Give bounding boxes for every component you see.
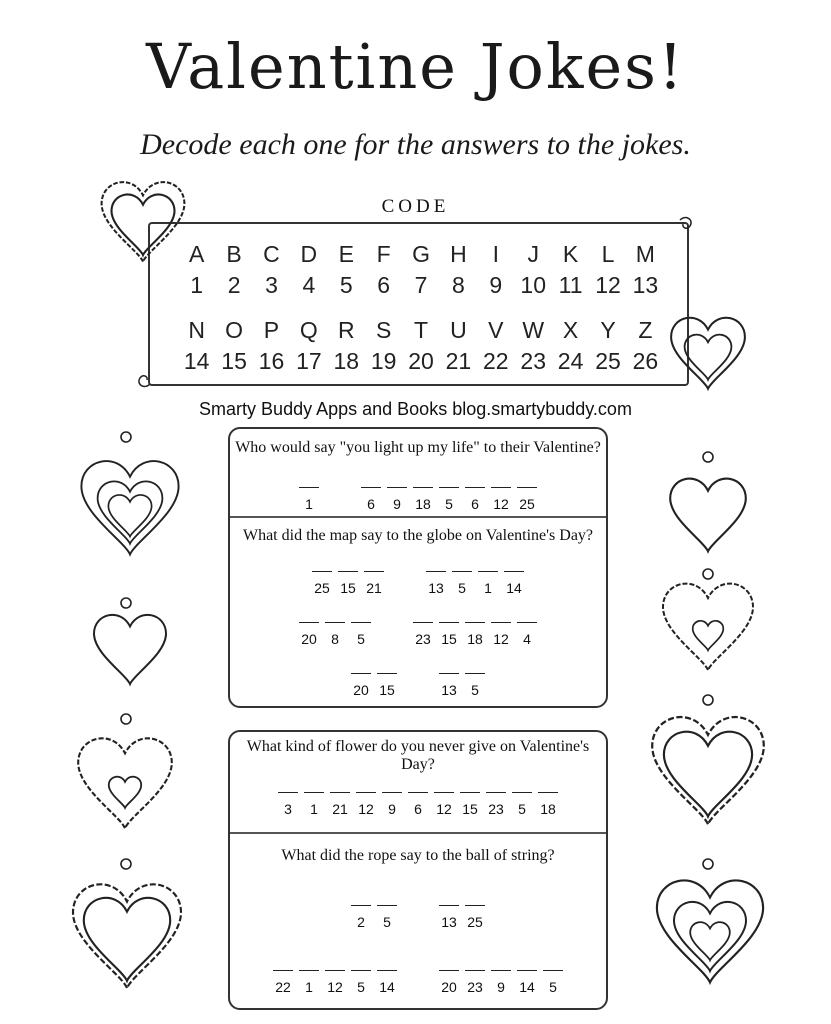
code-number: 7 [414,272,428,298]
heart-icon [664,732,752,817]
answer-blank[interactable]: 8 [325,622,345,647]
heart-icon [94,615,166,684]
answer-blank[interactable]: 9 [491,970,511,995]
answer-blank[interactable]: 18 [465,622,485,647]
scroll-curl-icon [680,218,691,229]
code-letter: V [488,317,504,343]
heart-icon [109,777,141,808]
answer-blank[interactable]: 5 [439,487,459,512]
circle-icon [703,695,713,705]
code-number: 5 [339,272,353,298]
code-letter: A [189,241,205,267]
code-number: 18 [333,348,360,374]
heart-icon [81,461,178,554]
answer-blank[interactable]: 21 [330,792,350,817]
code-number: 2 [227,272,241,298]
answer-blank[interactable]: 5 [543,970,563,995]
code-number: 24 [557,348,584,374]
answer-blank[interactable]: 20 [439,970,459,995]
answer-blank[interactable]: 1 [304,792,324,817]
answer-blank[interactable]: 20 [351,673,371,698]
code-letter: E [338,241,354,267]
answer-blank[interactable]: 12 [491,622,511,647]
answer-blank[interactable]: 15 [377,673,397,698]
code-label: CODE [381,196,450,217]
answer-blank[interactable]: 5 [512,792,532,817]
code-letter: W [522,317,545,343]
answer-blank[interactable]: 18 [413,487,433,512]
code-number: 1 [190,272,204,298]
code-number: 8 [452,272,465,298]
answer-blank[interactable]: 2 [351,905,371,930]
code-letter: M [635,241,655,267]
answer-blank[interactable]: 25 [465,905,485,930]
answer-blank[interactable]: 13 [439,905,459,930]
code-number: 12 [595,272,621,298]
page-title: Valentine Jokes! [146,30,685,103]
joke-question-1: Who would say "you light up my life" to their Valentine? [235,439,601,456]
answer-blank[interactable]: 4 [517,622,537,647]
code-letter: K [562,241,579,267]
answer-blank[interactable]: 9 [387,487,407,512]
code-number: 4 [302,272,316,298]
answer-blank[interactable]: 1 [299,970,319,995]
code-letter: X [562,317,579,343]
credit-line: Smarty Buddy Apps and Books blog.smartybuddy.com [199,399,632,419]
code-letter: S [375,317,392,343]
answer-blank[interactable]: 15 [460,792,480,817]
scroll-curl-icon [139,376,150,387]
code-number: 3 [265,272,278,298]
answer-blank[interactable]: 14 [377,970,397,995]
answer-blank[interactable]: 1 [299,487,319,512]
code-letter: Z [638,317,653,343]
code-letter: R [337,317,355,343]
code-number: 10 [520,272,546,298]
answer-blank[interactable]: 18 [538,792,558,817]
answer-blank[interactable]: 15 [439,622,459,647]
code-letter: O [225,317,244,343]
heart-icon [685,335,732,380]
answer-blank[interactable]: 5 [465,673,485,698]
answer-blank[interactable]: 3 [278,792,298,817]
code-number: 17 [296,348,322,374]
answer-blank[interactable]: 13 [426,571,446,596]
heart-icon [657,880,763,982]
answer-blank[interactable]: 5 [377,905,397,930]
code-letter: G [412,241,430,267]
answer-blank[interactable]: 22 [273,970,293,995]
answer-blank[interactable]: 23 [413,622,433,647]
answer-blank[interactable]: 25 [312,571,332,596]
code-letter: N [188,317,205,343]
code-letter: P [263,317,280,343]
answer-blank[interactable]: 12 [491,487,511,512]
code-letter: H [450,241,467,267]
answer-blank[interactable]: 13 [439,673,459,698]
code-number: 6 [377,272,391,298]
code-letter: L [601,241,615,267]
answer-blank[interactable]: 23 [465,970,485,995]
answer-blank[interactable]: 5 [351,970,371,995]
answer-blank[interactable]: 23 [486,792,506,817]
code-number: 16 [258,348,285,374]
code-letter: J [527,241,539,267]
code-number: 19 [370,348,397,374]
answer-blank[interactable]: 21 [364,571,384,596]
code-number: 22 [483,348,509,374]
answer-blank[interactable]: 5 [351,622,371,647]
answer-blank[interactable]: 6 [361,487,381,512]
code-letter: B [226,241,242,267]
code-letter: Q [299,317,318,343]
answer-blank[interactable]: 25 [517,487,537,512]
heart-icon [670,479,746,552]
code-letter: Y [600,317,616,343]
answer-blank[interactable]: 9 [382,792,402,817]
heart-icon [693,621,724,650]
code-number: 14 [183,348,210,374]
code-letter: T [414,317,429,343]
answer-blank[interactable]: 14 [504,571,524,596]
heart-icon [108,495,151,536]
joke-question-3: What kind of flower do you never give on Valentine's Day? [246,738,590,773]
joke-question-2: What did the map say to the globe on Valentine's Day? [242,527,594,544]
answer-blank[interactable]: 12 [325,970,345,995]
code-letter: U [450,317,467,343]
code-letter: D [300,241,318,267]
code-number: 23 [520,348,546,374]
code-number: 21 [445,348,472,374]
answer-blank[interactable]: 14 [517,970,537,995]
circle-icon [703,859,713,869]
code-number: 20 [408,348,434,374]
answer-blank[interactable]: 6 [408,792,428,817]
page-subtitle: Decode each one for the answers to the jokes. [140,128,691,161]
code-letter: C [263,241,280,267]
code-number: 25 [595,348,621,374]
heart-icon [98,481,163,543]
heart-icon [84,898,170,981]
heart-icon [112,195,175,255]
answer-blank[interactable]: 1 [478,571,498,596]
circle-icon [703,569,713,579]
code-number: 26 [632,348,659,374]
answer-blank[interactable]: 12 [356,792,376,817]
circle-icon [121,432,131,442]
code-number: 13 [632,272,659,298]
code-letter: F [376,241,391,267]
circle-icon [121,859,131,869]
answer-blank[interactable]: 5 [452,571,472,596]
answer-blank[interactable]: 12 [434,792,454,817]
answer-blank[interactable]: 20 [299,622,319,647]
answer-blank[interactable]: 15 [338,571,358,596]
code-number: 15 [221,348,247,374]
code-number: 9 [489,272,503,298]
answer-blank[interactable]: 6 [465,487,485,512]
joke-question-4: What did the rope say to the ball of string? [281,847,555,864]
circle-icon [121,714,131,724]
circle-icon [703,452,713,462]
code-letter: I [492,241,500,267]
code-number: 11 [558,272,583,298]
circle-icon [121,598,131,608]
